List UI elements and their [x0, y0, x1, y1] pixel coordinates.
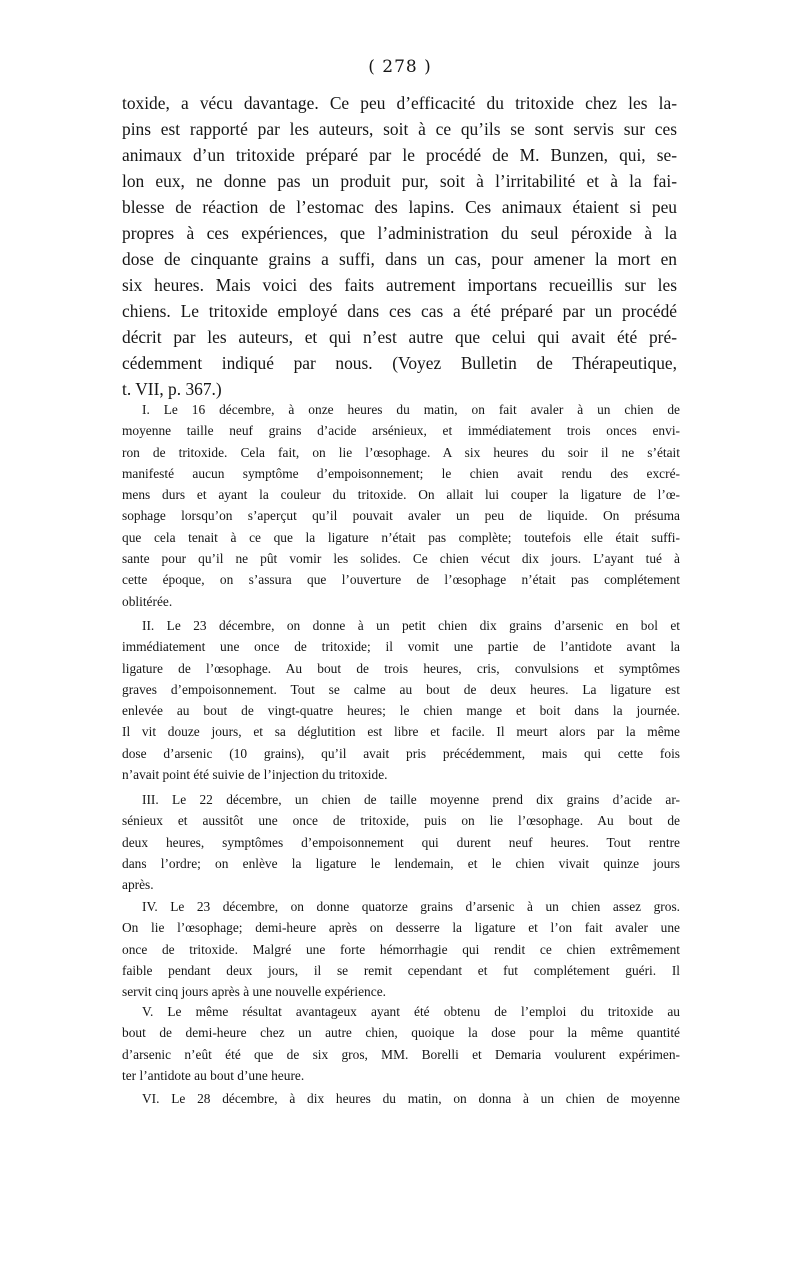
text-line: que cela tenait à ce que la ligature n’était pas complète; toutefois elle était suffi- [122, 529, 680, 545]
case-5 [122, 1001, 680, 1086]
text-line: cédemment indiqué par nous. (Voyez Bulletin de Thérapeutique, [122, 353, 677, 373]
text-line: oblitérée. [122, 593, 173, 609]
text-line: V. Le même résultat avantageux ayant été obtenu de l’emploi du tritoxide au [142, 1004, 680, 1019]
text-line: ron de tritoxide. Cela fait, on lie l’œsophage. A six heures du soir il ne s’était [122, 444, 680, 460]
text-line: d’arsenic n’eût été que de six gros, MM. Borelli et Demaria voulurent expérimen- [122, 1046, 680, 1062]
text-line: blesse de réaction de l’estomac des lapins. Ces animaux étaient si peu [122, 197, 677, 217]
text-line: II. Le 23 décembre, on donne à un petit chien dix grains d’arsenic en bol et [142, 618, 680, 633]
text-line: ter l’antidote au bout d’une heure. [122, 1067, 305, 1083]
text-line: propres à ces expériences, que l’administration du seul péroxide à la [122, 223, 677, 243]
text-line: dans l’ordre; on enlève la ligature le lendemain, et le chien vivait quinze jours [122, 855, 680, 871]
text-line: sophage lorsqu’on s’aperçut qu’il pouvait avaler un peu de liquide. On présuma [122, 508, 680, 524]
text-line: deux heures, symptômes d’empoisonnement qui durent neuf heures. Tout rentre [122, 834, 680, 850]
text-line: IV. Le 23 décembre, on donne quatorze grains d’arsenic à un chien assez gros. [142, 899, 680, 914]
text-line: décrit par les auteurs, et qui n’est autre que celui qui avait été pré- [122, 327, 677, 347]
text-line: manifesté aucun symptôme d’empoisonnement; le chien avait rendu des excré- [122, 465, 680, 481]
case-1 [122, 399, 680, 612]
text-line: six heures. Mais voici des faits autrement importans recueillis sur les [122, 275, 677, 295]
text-line: dose de cinquante grains a suffi, dans un cas, pour amener la mort en [122, 249, 677, 269]
text-line: mens durs et ayant la couleur du tritoxide. On allait lui couper la ligature de l’œ- [122, 487, 680, 503]
text-line: III. Le 22 décembre, un chien de taille moyenne prend dix grains d’acide ar- [142, 792, 680, 807]
text-line: enlevée au bout de vingt-quatre heures; le chien mange et boit dans la journée. [122, 703, 680, 719]
text-line: servit cinq jours après à une nouvelle expérience. [122, 984, 386, 1000]
text-line: I. Le 16 décembre, à onze heures du matin, on fait avaler à un chien de [142, 402, 680, 417]
text-line: chiens. Le tritoxide employé dans ces cas a été préparé par un procédé [122, 301, 677, 321]
text-line: VI. Le 28 décembre, à dix heures du matin, on donna à un chien de moyenne [142, 1091, 680, 1106]
text-line: Il vit douze jours, et sa déglutition est libre et facile. Il meurt alors par la même [122, 724, 680, 740]
text-line: graves d’empoisonnement. Tout se calme au bout de deux heures. La ligature est [122, 681, 680, 697]
text-line: sénieux et aussitôt une once de tritoxide, puis on lie l’œsophage. Au bout de [122, 813, 680, 829]
text-line: sante pour qu’il ne pût vomir les solides. Ce chien vécut dix jours. L’ayant tué à [122, 551, 680, 567]
case-2 [122, 615, 680, 785]
case-4 [122, 896, 680, 1002]
text-line: moyenne taille neuf grains d’acide arsénieux, et immédiatement trois onces envi- [122, 423, 680, 439]
text-line: immédiatement une once de tritoxide; il vomit une partie de l’antidote avant la [122, 639, 680, 655]
text-line: faible pendant deux jours, il se remit cependant et fut complétement guéri. Il [122, 962, 680, 978]
text-line: cette époque, on s’assura que l’ouverture de l’œsophage n’était pas complétement [122, 572, 680, 588]
text-line: n’avait point été suivie de l’injection du tritoxide. [122, 767, 388, 783]
text-line: ligature de l’œsophage. Au bout de trois heures, cris, convulsions et symptômes [122, 660, 680, 676]
text-line: lon eux, ne donne pas un produit pur, soit à l’irritabilité et à la fai- [122, 171, 677, 191]
text-line: après. [122, 877, 154, 893]
text-line: On lie l’œsophage; demi-heure après on desserre la ligature et l’on fait avaler une [122, 920, 680, 936]
case-3 [122, 789, 680, 895]
text-line: pins est rapporté par les auteurs, soit à ce qu’ils se sont servis sur ces [122, 119, 677, 139]
intro-paragraph [122, 91, 677, 403]
case-6 [122, 1088, 680, 1109]
text-line: toxide, a vécu davantage. Ce peu d’efficacité du tritoxide chez les la- [122, 93, 677, 113]
text-line: animaux d’un tritoxide préparé par le procédé de M. Bunzen, qui, se- [122, 145, 677, 165]
text-line: t. VII, p. 367.) [122, 379, 222, 399]
text-line: bout de demi-heure chez un autre chien, quoique la dose pour la même quantité [122, 1025, 680, 1041]
text-line: once de tritoxide. Malgré une forte hémorrhagie qui rendit ce chien extrêmement [122, 941, 680, 957]
page-number: ( 278 ) [368, 57, 432, 77]
text-line: dose d’arsenic (10 grains), qu’il avait pris précédemment, mais qui cette fois [122, 745, 680, 761]
